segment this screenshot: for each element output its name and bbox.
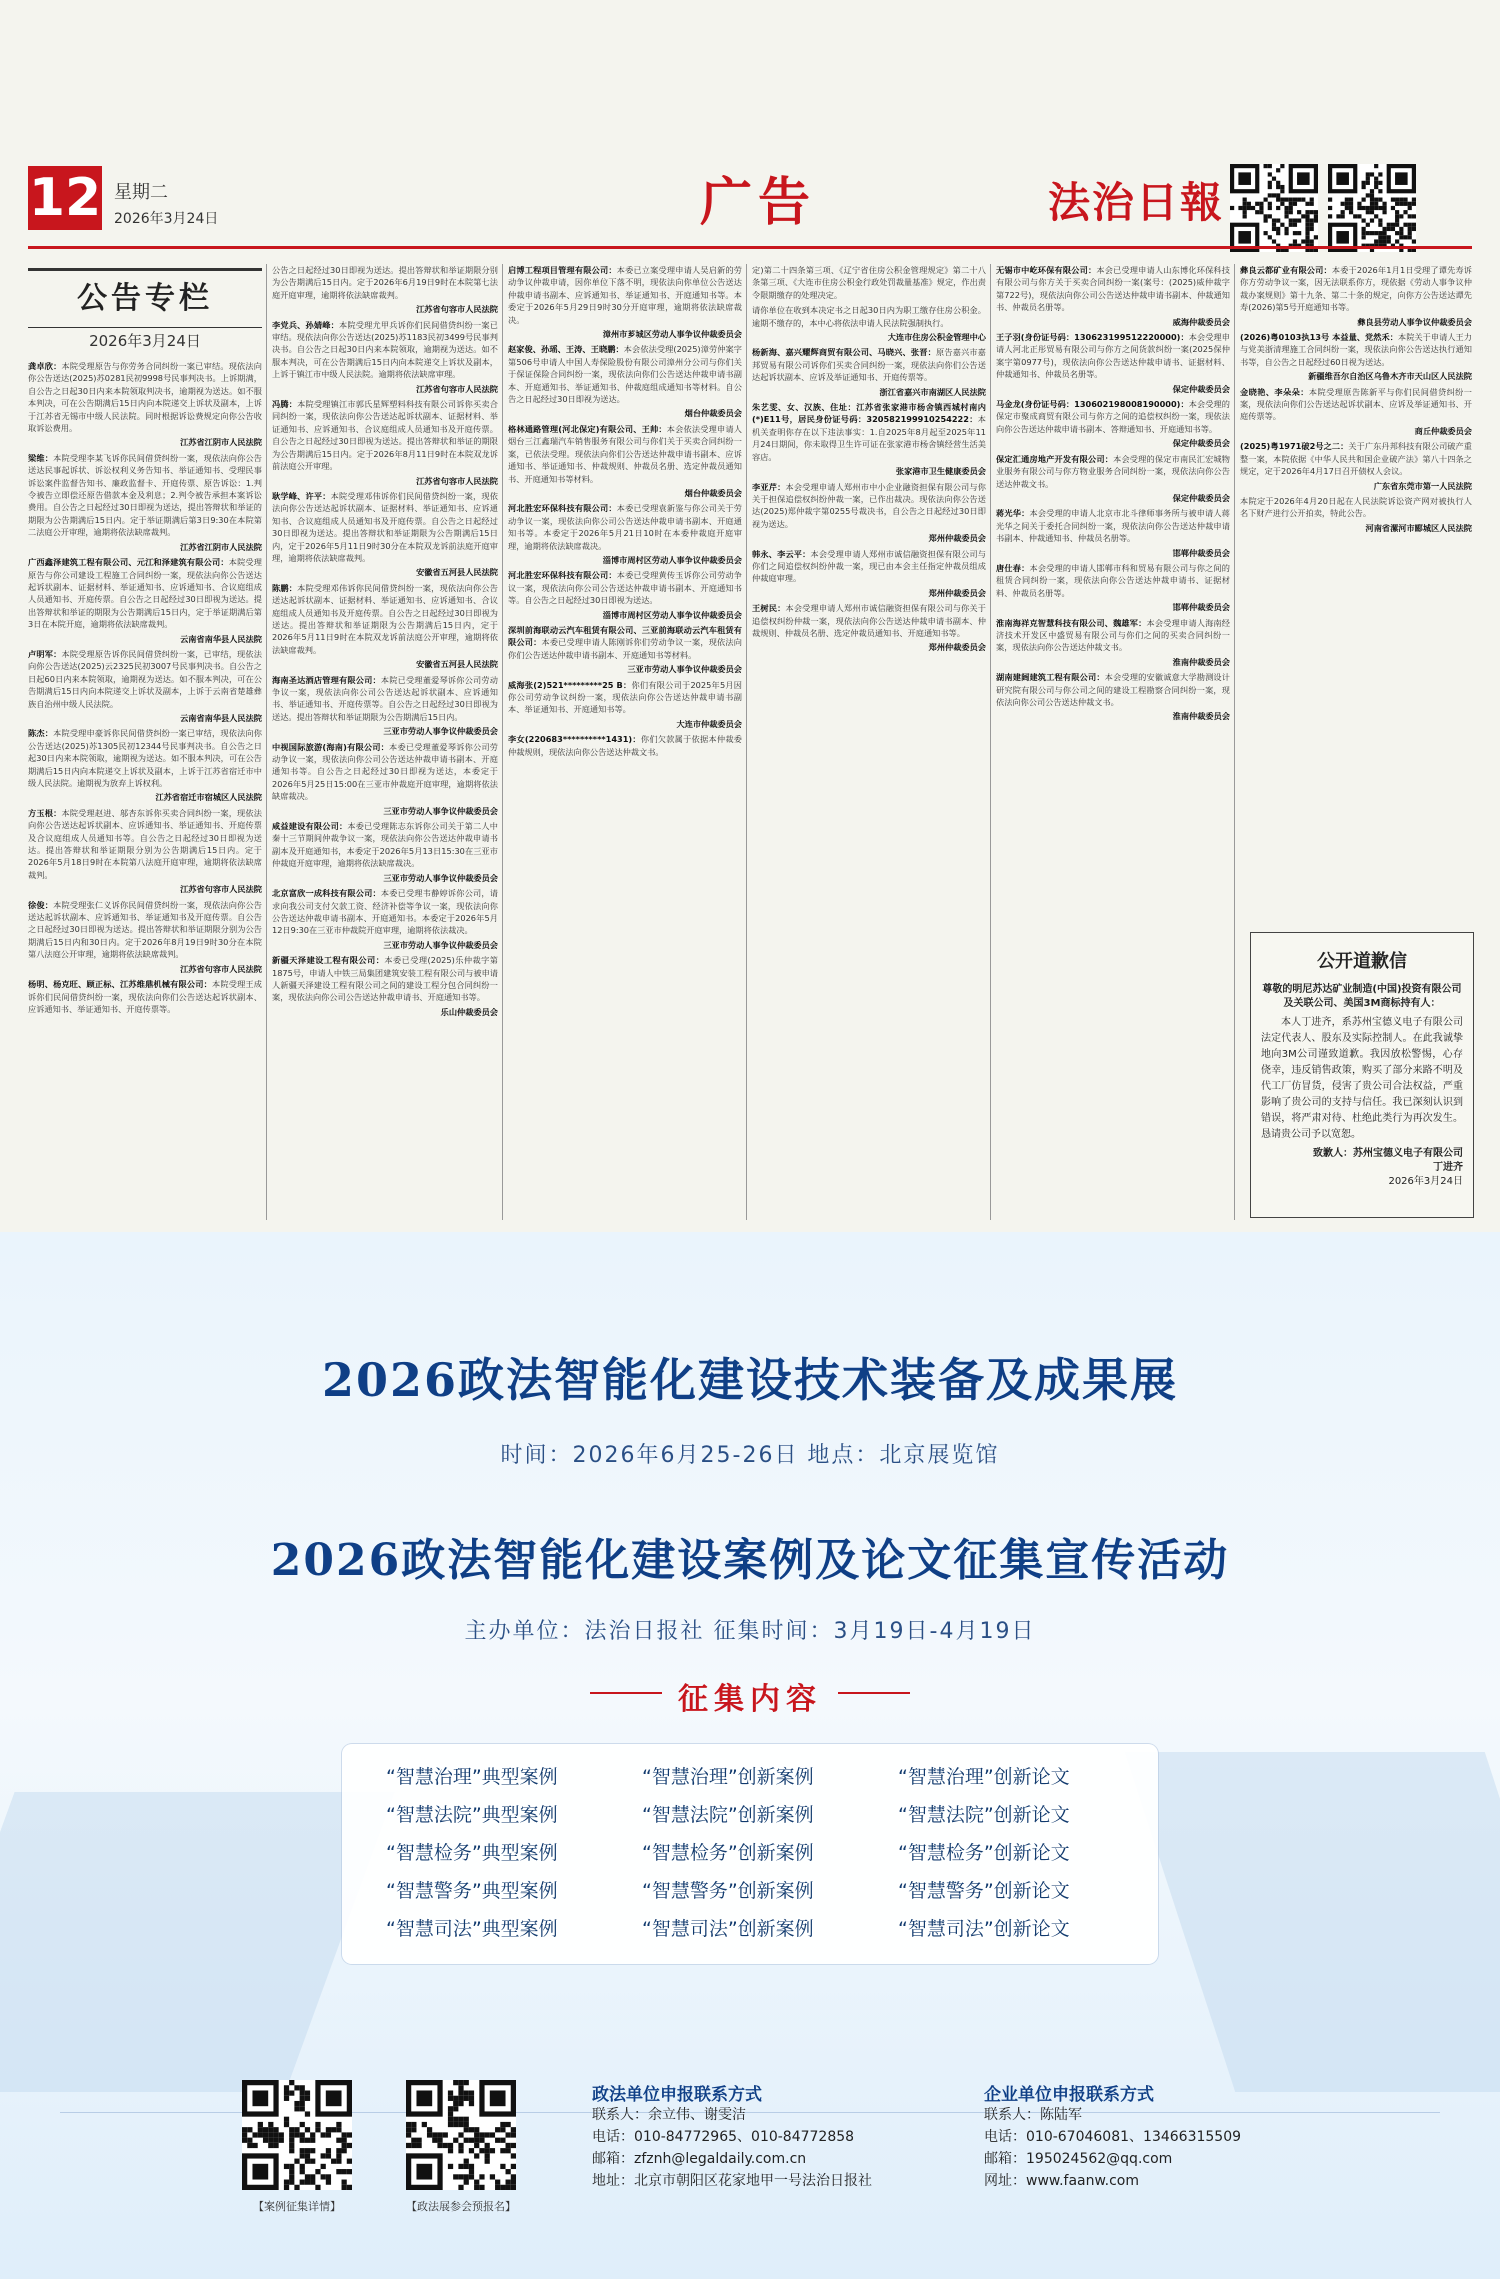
collection-item: “智慧检务”创新论文 — [898, 1842, 1070, 1864]
notice-body: 本院受理原告与你公司建设工程施工合同纠纷一案，现依法向你公告送达起诉状副本、证据材料、举证通知书、应诉通知书、合议庭组成人员通知书、开庭传票。自公告之日起经过30日即视为送达。提出答辩状和举证的期限为公告期满后15日内，定于举证期满后第3日在本院开庭，逾期将依法缺席裁判。 — [28, 557, 262, 630]
notice-body: 本委已受理韦静婷诉你公司，请求向我公司支付欠款工资、经济补偿等争议一案，现依法向你公告送达仲裁申请书副本、开庭通知书。本委定于2026年5月12日9:30在三亚市仲裁院开庭审理，逾期将依法裁决。 — [272, 888, 498, 936]
notice-addressee: 湖南建阔建筑工程有限公司： — [996, 672, 1105, 683]
collection-item: “智慧司法”创新案例 — [642, 1918, 814, 1940]
notice-issuer: 大连市仲裁委员会 — [676, 718, 742, 729]
notice-addressee: 马金龙(身份证号码：130602198008190000)： — [996, 399, 1189, 410]
notice-body: 本会已受理申请人山东博化环保科技有限公司与你方关于买卖合同纠纷一案(案号：(2025)威仲裁字第722号)，现依法向你公司公告送达仲裁申请书副本、仲裁通知书、仲裁员名册等。 — [996, 265, 1230, 313]
apology-body: 本人丁进齐，系苏州宝德义电子有限公司法定代表人、股东及实际控制人。在此我诚挚地向3M公司谨致道歉。我因放松警惕，心存侥幸，违反销售政策，购买了部分来路不明及代工厂仿冒货，侵害了贵公司合法权益，严重影响了贵公司的支持与信任。我已深刻认识到错误，将严肃对待、杜绝此类行为再次发生。恳请贵公司予以宽恕。 — [1261, 1017, 1463, 1140]
notice-item — [996, 331, 1230, 395]
notice-body: 本委已受理申请人陈刚诉你们劳动争议一案，现依法向你们公告送达仲裁申请书副本、开庭通知书等材料。 — [508, 637, 742, 660]
notice-item — [996, 671, 1230, 723]
section-rule-right — [838, 1692, 910, 1694]
notice-body: 定)第二十四条第三项、《辽宁省住房公积金管理规定》第二十八条第三项、《大连市住房公积金行政处罚裁量基准》规定，作出责令限期缴存的处理决定。 — [752, 265, 986, 300]
notice-item — [272, 398, 498, 487]
notice-body: 本委已受理袁新鉴与你公司关于劳动争议一案，现依法向你公司公告送达仲裁申请书副本、开庭通知书等。本委定于2026年5月21日10时在本委仲裁庭开庭审理，逾期将依法缺席裁决。 — [508, 503, 742, 551]
notice-body: 本院受理尤甲兵诉你们民间借贷纠纷一案已审结。现依法向你公告送达(2025)苏1183民初3499号民事判决书。自公告之日起30日内来本院领取，逾期视为送达。如不服本判决，可在公告期满后15日内向本院递交上诉状及副本，上诉于镇江市中级人民法院。逾期将依法缺席审理。 — [272, 319, 498, 380]
notice-body: 本会依法受理(2025)漳劳仲案字第506号申请人中国人寿保险股份有限公司漳州分公司与你们关于保证保险合同纠纷一案，现依法向你们公告送达仲裁申请书副本、开庭通知书、举证通知书、仲裁庭组成通知书等材料。自公告之日起经过30日即视为送达。 — [508, 344, 742, 405]
collection-item: “智慧司法”创新论文 — [898, 1918, 1070, 1940]
notice-item — [28, 556, 262, 645]
collection-item: “智慧法院”创新案例 — [642, 1804, 814, 1826]
notice-addressee: 朱艺雯、女、汉族、住址：江苏省张家港市杨舍镇西城村南内(*)E11号，居民身份证号码：320582199910254222： — [752, 402, 986, 425]
notice-item — [272, 741, 498, 817]
notice-issuer: 郑州仲裁委员会 — [928, 533, 986, 544]
notice-issuer: 云南省南华县人民法院 — [180, 712, 262, 723]
notice-addressee: 王树民： — [752, 603, 786, 614]
notice-addressee: 杨新海、嘉兴耀辉商贸有限公司、马晓兴、张晋： — [752, 347, 936, 358]
notice-issuer: 威海仲裁委员会 — [1172, 316, 1230, 327]
notice-addressee: 保定汇通房地产开发有限公司： — [996, 453, 1114, 464]
notice-body: 本院受理原告与你劳务合同纠纷一案已审结。现依法向你公告送达(2025)苏0281民初9998号民事判决书。上诉期满，自公告之日起30日内来本院领取判决书，逾期视为送达。如不服本判决，可在公告期满后15日内向本院递交上诉状及副本，上诉于江苏省无锡市中级人民法院。同时根据诉讼费规定向你公告收取诉讼费用。 — [28, 361, 262, 434]
qr-code-icon — [242, 2080, 352, 2190]
decorative-building — [1125, 1752, 1500, 2092]
notice-item — [752, 346, 986, 398]
notice-issuer: 邯郸仲裁委员会 — [1172, 602, 1230, 613]
notice-item — [508, 569, 742, 621]
notice-addressee: 卢明军： — [28, 648, 62, 659]
notice-addressee: 淮南海祥克智慧科技有限公司、魏雄军： — [996, 617, 1147, 628]
notice-issuer: 三亚市劳动人事争议仲裁委员会 — [627, 664, 742, 675]
issue-date: 2026年3月24日 — [114, 211, 219, 227]
notice-addressee: 韩永、李云平： — [752, 548, 811, 559]
ent-contact-line: 网址：www.faanw.com — [984, 2173, 1139, 2189]
notice-issuer: 江苏省句容市人民法院 — [180, 963, 262, 974]
notice-item — [996, 453, 1230, 505]
notice-addressee: 冯腾： — [272, 399, 298, 410]
notice-item — [508, 264, 742, 340]
collection-item: “智慧治理”典型案例 — [386, 1766, 558, 1788]
qr-caption: 【政法展参会预报名】 — [406, 2200, 516, 2213]
notice-issuer: 郑州仲裁委员会 — [928, 587, 986, 598]
notice-item — [752, 304, 986, 343]
section-title: 广告 — [700, 172, 817, 233]
notice-item — [1240, 495, 1472, 534]
notice-body: 本会受理申请人郑州市诚信融资担保有限公司与你们之间追偿权纠纷仲裁一案，现已由本会主任指定仲裁员组成仲裁庭审理。 — [752, 548, 986, 584]
ent-contact-line: 联系人：陈陆军 — [984, 2107, 1082, 2123]
gov-contact-heading: 政法单位申报联系方式 — [592, 2085, 762, 2105]
notice-body: 本委于2026年1月1日受理了谭先寿诉你方劳动争议一案，因无法联系你方，现依据《劳动人事争议仲裁办案规则》第十九条、第二十条的规定，向你方公告送达谭先寿(2026)第5号开庭通知书等。 — [1240, 265, 1472, 313]
collection-item: “智慧治理”创新论文 — [898, 1766, 1070, 1788]
notice-body: 本会受理申请人海南经济技术开发区中盛贸易有限公司与你们之间的买卖合同纠纷一案，现依法向你公告送达仲裁文书。 — [996, 617, 1230, 653]
apology-name: 丁进齐 — [1433, 1162, 1463, 1173]
notice-body: 关于广东丹邦科技有限公司破产重整一案，本院依据《中华人民共和国企业破产法》第八十四条之规定，定于2026年4月17日召开债权人会议。 — [1240, 441, 1472, 477]
column-divider — [990, 264, 991, 1220]
notice-body: 你们欠款属于依据本仲裁委仲裁规则，现依法向你公告送达仲裁文书。 — [508, 734, 742, 757]
notice-body: 本院受理原告诉你民间借贷纠纷一案，已审结，现依法向你公告送达(2025)云2325民初3007号民事判决书。自公告之日起60日内来本院领取，逾期视为送达。如不服本判决，可在公告期满后15日内向本院递交上诉状及副本，上诉于云南省楚雄彝族自治州中级人民法院。 — [28, 648, 262, 709]
notice-body: 你们有限公司于2025年5月因你公司劳动争议纠纷一案，现依法向你公告送达仲裁申请书副本、举证通知书、开庭通知书等。 — [508, 679, 742, 715]
ent-contact-line: 邮箱：195024562@qq.com — [984, 2151, 1173, 2167]
notice-item — [996, 617, 1230, 669]
notice-body: 本会受理的保定市南民汇宏城物业服务有限公司与你方物业服务合同纠纷一案，现依法向你公告送达仲裁文书。 — [996, 453, 1230, 489]
apology-date: 2026年3月24日 — [1388, 1176, 1463, 1187]
apology-signature: 致歉人：苏州宝德义电子有限公司 — [1313, 1148, 1463, 1159]
expo-time-location: 时间：2026年6月25-26日 地点：北京展览馆 — [500, 1443, 1000, 1468]
gov-contact-line: 地址：北京市朝阳区花家地甲一号法治日报社 — [592, 2173, 872, 2189]
notice-item — [996, 507, 1230, 559]
notice-addressee: 中视国际旅游(海南)有限公司： — [272, 741, 390, 752]
notice-addressee: 王子羽(身份证号码：130623199512220000)： — [996, 332, 1189, 343]
notice-column-1 — [28, 360, 262, 1220]
notice-addressee: 李亚芹： — [752, 481, 786, 492]
notice-body: 本委已受理董爱琴诉你公司劳动争议一案，现依法向你公司公告送达仲裁申请书副本、开庭通知书等。自公告之日起经过30日即视为送达，本委定于2026年5月25日15:00在三亚市仲裁庭开庭审理，逾期将依法缺席裁决。 — [272, 741, 498, 802]
notice-issuer: 彝良县劳动人事争议仲裁委员会 — [1357, 316, 1472, 327]
notice-addressee: 河北胜宏环保科技有限公司： — [508, 570, 617, 581]
notice-item — [996, 562, 1230, 614]
page-number: 12 — [28, 168, 102, 228]
notice-issuer: 邯郸仲裁委员会 — [1172, 547, 1230, 558]
notice-item — [752, 264, 986, 301]
notice-issuer: 新疆维吾尔自治区乌鲁木齐市天山区人民法院 — [1308, 371, 1472, 382]
notice-item — [28, 648, 262, 724]
notice-issuer: 三亚市劳动人事争议仲裁委员会 — [383, 939, 498, 950]
notice-issuer: 江苏省江阴市人民法院 — [180, 437, 262, 448]
ent-contact-heading: 企业单位申报联系方式 — [984, 2085, 1154, 2105]
notice-addressee: 启博工程项目管理有限公司： — [508, 265, 617, 275]
notice-body: 本院受理张仁义诉你民间借贷纠纷一案，现依法向你公告送达起诉状副本、应诉通知书、举证通知书及开庭传票。自公告之日起经过30日即视为送达。提出答辩状和举证期限分别为公告期满后15日内和30日内。定于2026年8月19日9时30分在本院第八法庭公开审理，逾期将依法缺席裁判。 — [28, 899, 262, 960]
notice-issuer: 郑州仲裁委员会 — [928, 642, 986, 653]
notice-body: 本院受理赵进、邬杏东诉你买卖合同纠纷一案，现依法向你公告送达起诉状副本、应诉通知书、举证通知书、开庭传票及合议庭组成人员通知书等。自公告之日起经过30日即视为送达。提出答辩状和举证期限分别为公告期满后15日内。定于2026年5月18日9时在本院第八法庭开庭审理，逾期将依法缺席裁判。 — [28, 807, 262, 880]
notice-item — [508, 679, 742, 731]
notice-issuer: 保定仲裁委员会 — [1172, 383, 1230, 394]
notice-body: 本机关查明你存在以下违法事实：1.自2025年8月起至2025年11月24日期间，你未取得卫生许可证在张家港市杨舍镇经营生活美容店。 — [752, 414, 986, 462]
collection-item: “智慧警务”典型案例 — [386, 1880, 558, 1902]
collection-item: “智慧治理”创新案例 — [642, 1766, 814, 1788]
collection-item: “智慧法院”典型案例 — [386, 1804, 558, 1826]
notice-addressee: 赵家俊、孙瑶、王涛、王晓鹏： — [508, 344, 624, 355]
notice-column-2 — [272, 264, 498, 1220]
notice-addressee: 新疆天泽建设工程有限公司： — [272, 955, 385, 966]
notice-issuer: 乐山仲裁委员会 — [440, 1006, 498, 1017]
notice-item — [28, 807, 262, 896]
notice-body: 本会受理申请人郑州市诚信融资担保有限公司与你关于追偿权纠纷仲裁一案，现依法向你公告送达仲裁申请书副本、仲裁规则、仲裁员名册、选定仲裁员通知书、开庭通知书等。 — [752, 603, 986, 638]
notice-item — [508, 733, 742, 758]
apology-letter — [1250, 932, 1474, 1218]
notice-item — [1240, 264, 1472, 328]
qr-code-icon — [1328, 164, 1416, 252]
notice-issuer: 江苏省句容市人民法院 — [416, 475, 498, 486]
notice-issuer: 三亚市劳动人事争议仲裁委员会 — [383, 872, 498, 883]
notice-item — [752, 481, 986, 545]
notice-item — [272, 674, 498, 738]
notice-addressee: 李女(220683**********1431)： — [508, 734, 641, 745]
notice-body: 本会依法受理申请人烟台三江鑫瑞汽车销售服务有限公司与你们关于买卖合同纠纷一案，已依法受理。现依法向你们公告送达仲裁申请书副本、应诉通知书、举证通知书、仲裁规则、仲裁员名册、选定仲裁员通知书、开庭通知书等材料。 — [508, 423, 742, 484]
notice-issuer: 淮南仲裁委员会 — [1172, 656, 1230, 667]
newspaper-logo: 法治日報 — [1048, 178, 1225, 227]
notice-addressee: 咸益建设有限公司： — [272, 821, 348, 832]
notice-item — [508, 423, 742, 499]
notice-item — [272, 582, 498, 671]
notice-column-5 — [996, 264, 1230, 1220]
notice-issuer: 漳州市芗城区劳动人事争议仲裁委员会 — [602, 329, 742, 340]
notice-body: 本会受理的安徽诚意大学勘测设计研究院有限公司与你公司之间的建设工程勘察合同纠纷一案，现依法向你公司公告送达仲裁文书。 — [996, 672, 1230, 707]
notice-body: 公告之日起经过30日即视为送达。提出答辩状和举证期限分别为公告期满后15日内。定于2026年6月19日9时在本院第七法庭开庭审理，逾期将依法缺席裁判。 — [272, 265, 498, 300]
notice-item — [1240, 440, 1472, 492]
notice-body: 本院定于2026年4月20日起在人民法院诉讼资产网对被执行人名下财产进行公开拍卖，特此公告。 — [1240, 495, 1472, 519]
weekday: 星期二 — [114, 182, 168, 203]
page-header — [0, 0, 1500, 250]
notice-issuer: 保定仲裁委员会 — [1172, 438, 1230, 449]
notice-addressee: 彝良云都矿业有限公司： — [1240, 265, 1332, 275]
notice-body: 本委已受理陈志东诉你公司关于第二人中秦十三节期间仲裁争议一案，现依法向你公告送达仲裁申请书副本及开庭通知书，本委定于2026年5月13日15:30在三亚市仲裁庭开庭审理，逾期将依法缺席裁决。 — [272, 821, 498, 869]
notice-item — [28, 899, 262, 975]
notice-issuer: 淮南仲裁委员会 — [1172, 711, 1230, 722]
notice-body: 本院受理王成诉你们民间借贷纠纷一案，现依法向你们公告送达起诉状副本、应诉通知书、举证通知书、开庭传票等。 — [28, 979, 262, 1014]
notice-addressee: 陈鹏： — [272, 582, 298, 593]
gov-contact-line: 联系人：余立伟、谢雯洁 — [592, 2107, 746, 2123]
collection-heading: 征集内容 — [678, 1682, 822, 1717]
notice-issuer: 烟台仲裁委员会 — [684, 487, 742, 498]
column-title: 公告专栏 — [28, 268, 262, 328]
campaign-title: 2026政法智能化建设案例及论文征集宣传活动 — [270, 1535, 1230, 1586]
notice-addressee: 梁维： — [28, 452, 54, 463]
collection-item: “智慧警务”创新案例 — [642, 1880, 814, 1902]
notice-item — [1240, 331, 1472, 383]
notice-item — [272, 820, 498, 884]
collection-grid — [342, 1744, 1158, 1964]
gov-contact-line: 电话：010-84772965、010-84772858 — [592, 2129, 855, 2145]
notice-body: 本院受理邓伟诉你民间借贷纠纷一案，现依法向你公告送达起诉状副本、证据材料、举证通知书、应诉通知书、合议庭组成人员通知书及开庭传票。自公告之日起经过30日即视为送达。提出答辩状和举证期限为公告期满后15日内，定于2026年5月11日9时在本院双龙诉前法庭公开审理，逾期将依法缺席裁判。 — [272, 582, 498, 655]
notice-body: 本会受理的申请人北京市北斗律师事务所与被申请人蒋光华之间关于委托合同纠纷一案，现依法向你公告送达仲裁申请书副本、仲裁通知书、仲裁员名册等。 — [996, 508, 1230, 544]
notice-item — [28, 452, 262, 553]
notice-addressee: 耿学峰、许平： — [272, 490, 331, 501]
notice-issuer: 三亚市劳动人事争议仲裁委员会 — [383, 805, 498, 816]
notice-item — [752, 401, 986, 477]
column-divider — [1234, 264, 1235, 1220]
expo-title: 2026政法智能化建设技术装备及成果展 — [321, 1353, 1179, 1407]
notice-item — [272, 490, 498, 579]
notice-issuer: 安徽省五河县人民法院 — [416, 659, 498, 670]
notice-issuer: 烟台仲裁委员会 — [684, 408, 742, 419]
collection-item: “智慧检务”典型案例 — [386, 1842, 558, 1864]
notice-issuer: 淄博市周村区劳动人事争议仲裁委员会 — [602, 609, 742, 620]
collection-item: “智慧司法”典型案例 — [386, 1918, 558, 1940]
notice-addressee: 金晓艳、李朵朵： — [1240, 386, 1309, 397]
notice-addressee: 北京富欣一成科技有限公司： — [272, 888, 381, 899]
column-divider — [266, 264, 267, 1220]
notice-issuer: 大连市住房公积金管理中心 — [887, 332, 986, 343]
notice-column-3 — [508, 264, 742, 1220]
notice-issuer: 河南省漯河市郾城区人民法院 — [1365, 522, 1472, 533]
notice-item — [508, 343, 742, 419]
notice-addressee: 无锡市中屹环保有限公司： — [996, 265, 1097, 275]
notice-issuer: 江苏省江阴市人民法院 — [180, 541, 262, 552]
notice-item — [752, 602, 986, 654]
notice-addressee: 龚卓欣： — [28, 361, 62, 371]
notice-column-6 — [1240, 264, 1472, 924]
qr-code-icon — [1230, 164, 1318, 252]
notice-item — [272, 319, 498, 395]
notice-addressee: 蒋光华： — [996, 508, 1030, 519]
notice-body: 本委已受理黄传玉诉你公司劳动争议一案，现依法向你公司公告送达仲裁申请书副本、开庭通知书等。自公告之日起经过30日即视为送达。 — [508, 570, 742, 606]
notice-issuer: 保定仲裁委员会 — [1172, 492, 1230, 503]
gov-contact-line: 邮箱：zfznh@legaldaily.com.cn — [592, 2151, 807, 2167]
ent-contact-line: 电话：010-67046081、13466315509 — [984, 2129, 1242, 2145]
notice-issuer: 淄博市周村区劳动人事争议仲裁委员会 — [602, 554, 742, 565]
header-rule — [28, 246, 1472, 249]
notice-body: 本院关于申请人王力与党美浙清理施工合同纠纷一案，现依法向你公告送达执行通知书等，自公告之日起经过60日视为送达。 — [1240, 332, 1472, 367]
notice-addressee: (2026)粤0103执13号 本益量、党然禾： — [1240, 332, 1398, 343]
collection-item: “智慧警务”创新论文 — [898, 1880, 1070, 1902]
notice-body: 本院受理李某飞诉你民间借贷纠纷一案，现依法向你公告送达民事起诉状、诉讼权利义务告知书、举证通知书、受理民事诉讼案件监督告知书、廉政监督卡、开庭传票、原告诉讼：1.判令被告立即偿还原告借款本金及利息；2.判令被告承担本案诉讼费用。自公告之日起经过30日即视为送达，提出答辩状和举证的期限为公告期满后15日内。定于举证期满后第3日9:30在本院第二法庭公开审理，逾期将依法缺席裁判。 — [28, 452, 262, 538]
notice-issuer: 商丘仲裁委员会 — [1414, 425, 1472, 436]
notice-issuer: 张家港市卫生健康委员会 — [895, 466, 986, 477]
column-divider — [502, 264, 503, 1220]
notice-item — [28, 978, 262, 1015]
notice-body: 本院已受理董爱琴诉你公司劳动争议一案，现依法向你公司公告送达起诉状副本、应诉通知书、举证通知书、开庭传票等。自公告之日起经过30日即视为送达。提出答辩状和举证期限为公告期满后15日内。 — [272, 674, 498, 722]
notice-addressee: 海南圣达酒店管理有限公司： — [272, 674, 381, 685]
notice-item — [508, 624, 742, 676]
notice-item — [996, 264, 1230, 328]
notice-item — [508, 502, 742, 566]
notice-body: 原告嘉兴市嘉邦贸易有限公司诉你们买卖合同纠纷一案，现依法向你们公告送达起诉状副本、应诉及举证通知书、开庭传票等。 — [752, 347, 986, 383]
qr-code-icon — [406, 2080, 516, 2190]
notice-issuer: 安徽省五河县人民法院 — [416, 567, 498, 578]
notice-item — [1240, 386, 1472, 438]
notice-addressee: 河北胜宏环保科技有限公司： — [508, 503, 617, 514]
notice-addressee: (2025)粤1971破2号之二： — [1240, 441, 1349, 452]
notice-body: 请你单位在收到本决定书之日起30日内为职工缴存住房公积金。逾期不缴存的，本中心将依法申请人民法院强制执行。 — [752, 305, 986, 328]
notice-item — [272, 264, 498, 316]
notice-issuer: 云南省南华县人民法院 — [180, 633, 262, 644]
notice-body: 本会受理的申请人邯郸市科和贸易有限公司与你之间的租赁合同纠纷一案，现依法向你公告送达仲裁申请书、证据材料、仲裁员名册等。 — [996, 562, 1230, 598]
notice-addressee: 李党兵、孙婧峰： — [272, 319, 340, 330]
notice-addressee: 深圳前海联动云汽车租赁有限公司、三亚前海联动云汽车租赁有限公司： — [508, 624, 742, 648]
apology-addressee: 尊敬的明尼苏达矿业制造(中国)投资有限公司及关联公司、美国3M商标持有人： — [1262, 984, 1462, 1009]
notice-issuer: 三亚市劳动人事争议仲裁委员会 — [383, 726, 498, 737]
notice-issuer: 浙江省嘉兴市南湖区人民法院 — [879, 386, 986, 397]
notice-item — [272, 887, 498, 951]
notice-issuer: 江苏省句容市人民法院 — [416, 383, 498, 394]
campaign-organizer-period: 主办单位：法治日报社 征集时间：3月19日-4月19日 — [464, 1619, 1036, 1644]
collection-item: “智慧法院”创新论文 — [898, 1804, 1070, 1826]
notice-issuer: 江苏省句容市人民法院 — [180, 884, 262, 895]
notice-issuer: 广东省东莞市第一人民法院 — [1373, 480, 1472, 491]
notice-addressee: 杨明、杨克旺、顾正标、江苏维鼎机械有限公司： — [28, 979, 212, 990]
event-banner — [0, 1232, 1500, 2279]
notice-column-4 — [752, 264, 986, 1220]
notice-addressee: 徐俊： — [28, 899, 54, 910]
notice-issuer: 江苏省宿迁市宿城区人民法院 — [155, 792, 262, 803]
notice-body: 本委已受理(2025)乐仲裁字第1875号，申请人中铁三局集团建筑安装工程有限公司与被申请人新疆天泽建设工程有限公司之间的建设工程分包合同纠纷一案，现依法向你公司公告送达仲裁申请书、开庭通知书等。 — [272, 955, 498, 1003]
notice-body: 本院受理申豪诉你民间借贷纠纷一案已审结，现依法向你公告送达(2025)苏1305民初12344号民事判决书。自公告之日起30日内来本院领取，逾期视为送达。如不服本判决，可在公告期满后15日内向本院递交上诉状及副本，上诉于江苏省宿迁市中级人民法院。逾期视为放弃上诉权利。 — [28, 728, 262, 788]
notice-item — [28, 727, 262, 803]
column-date: 2026年3月24日 — [89, 332, 201, 350]
notice-body: 本院受理原告陈新平与你们民间借贷纠纷一案，现依法向你们公告送达起诉状副本、应诉及举证通知书、开庭传票等。 — [1240, 386, 1472, 422]
notice-issuer: 江苏省句容市人民法院 — [416, 304, 498, 315]
notice-addressee: 唐仕春： — [996, 562, 1030, 573]
notice-addressee: 威海张(2)521*********25 B： — [508, 679, 632, 690]
decorative-building — [0, 1792, 395, 2092]
notice-body: 本会受理的保定市聚成商贸有限公司与你方之间的追偿权纠纷一案，现依法向你公告送达仲裁申请书副本、答辩通知书、开庭通知书等。 — [996, 399, 1230, 434]
notice-addressee: 格林通路管理(河北保定)有限公司、王帅： — [508, 423, 667, 434]
notice-body: 本会受理申请人河北正彤贸易有限公司与你方之间货款纠纷一案(2025保仲案字第0977号)，现依法向你公告送达仲裁申请书、证据材料、仲裁通知书、仲裁员名册等。 — [996, 332, 1230, 380]
notice-addressee: 方玉根： — [28, 807, 62, 818]
collection-item: “智慧检务”创新案例 — [642, 1842, 814, 1864]
column-divider — [746, 264, 747, 1220]
notice-body: 本委已立案受理申请人吴启新的劳动争议仲裁申请，因你单位下落不明，现依法向你单位公告送达仲裁申请书副本、应诉通知书、举证通知书、开庭通知书等。本委定于2026年5月29日9时30分开庭审理，逾期将依法缺席裁决。 — [508, 265, 742, 325]
notice-body: 本会受理申请人郑州市中小企业融资担保有限公司与你关于担保追偿权纠纷仲裁一案，已作出裁决。现依法向你公告送达(2025)郑仲裁字第0255号裁决书，自公告之日起经过30日即视为送达。 — [752, 481, 986, 529]
notice-addressee: 广西鑫泽建筑工程有限公司、元江和泽建筑有限公司： — [28, 557, 229, 568]
notice-item — [752, 548, 986, 600]
qr-caption: 【案例征集详情】 — [253, 2200, 341, 2213]
notice-item — [28, 360, 262, 449]
apology-title: 公开道歉信 — [1317, 951, 1407, 972]
notice-item — [996, 398, 1230, 450]
notice-addressee: 陈杰： — [28, 728, 54, 739]
notice-body: 本院受理镇江市郭氏星辉塑料科技有限公司诉你买卖合同纠纷一案，现依法向你公告送达起诉状副本、证据材料、举证通知书、应诉通知书、合议庭组成人员通知书及开庭传票。自公告之日起经过30日即视为送达。提出答辩状和举证的期限为公告期满后15日内。定于2026年8月11日9时在本院双龙诉前法庭公开审理。 — [272, 399, 498, 472]
notice-item — [272, 954, 498, 1018]
notice-body: 本院受理邓伟诉你们民间借贷纠纷一案，现依法向你公告送达起诉状副本、证据材料、举证通知书、应诉通知书、合议庭组成人员通知书及开庭传票。自公告之日起经过30日即视为送达。提出答辩状和举证期限为公告期满后15日内，定于2026年5月11日9时30分在本院双龙诉前法庭开庭审理，逾期将依法缺席裁判。 — [272, 490, 498, 563]
